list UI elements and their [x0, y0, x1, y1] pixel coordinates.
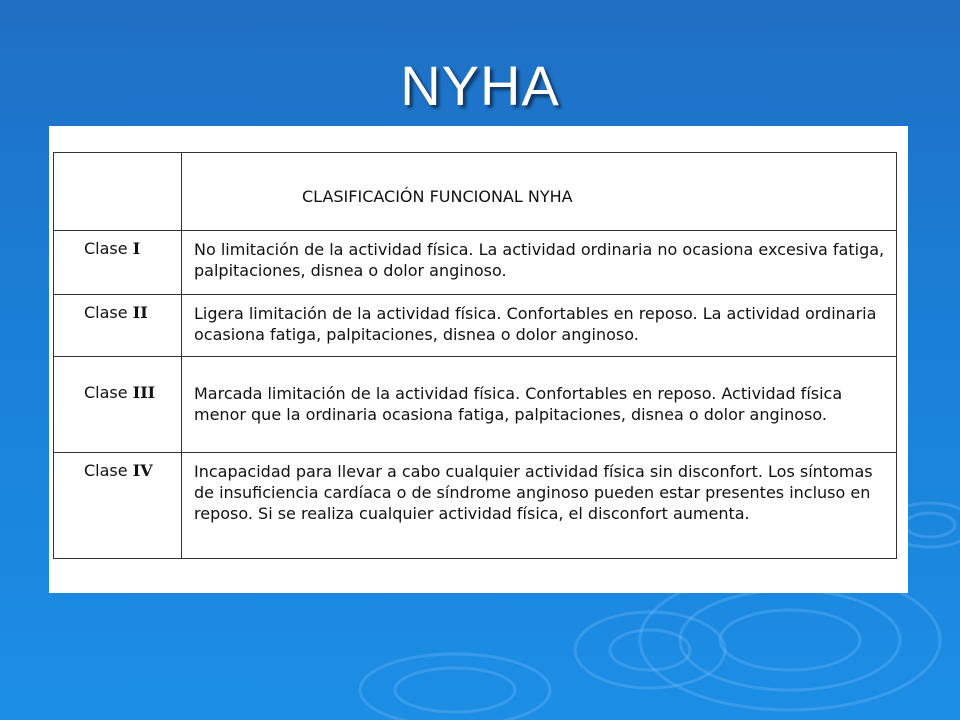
class-label: Clase	[84, 239, 128, 259]
table-row	[54, 231, 897, 295]
nyha-classification-table	[53, 152, 897, 559]
table-header-title: CLASIFICACIÓN FUNCIONAL NYHA	[182, 153, 897, 231]
class-description: Incapacidad para llevar a cabo cualquier actividad física sin disconfort. Los síntomas de insuficiencia cardíaca o de síndrome anginoso pueden estar presentes incluso en reposo. Si se realiza cualquier actividad física, el disconfort aumenta.	[182, 452, 897, 558]
class-cell	[54, 295, 182, 357]
class-roman: IV	[132, 460, 153, 480]
class-description: No limitación de la actividad física. La actividad ordinaria no ocasiona excesiva fatiga, palpitaciones, disnea o dolor anginoso.	[182, 231, 897, 295]
class-cell	[54, 231, 182, 295]
header-empty-cell	[54, 153, 182, 231]
classification-panel	[49, 126, 908, 593]
class-cell	[54, 357, 182, 452]
class-label: Clase	[84, 383, 128, 403]
table-row	[54, 357, 897, 452]
class-label: Clase	[84, 460, 128, 480]
class-label: Clase	[84, 303, 128, 323]
class-roman: III	[132, 383, 156, 403]
class-cell	[54, 452, 182, 558]
class-description: Ligera limitación de la actividad física. Confortables en reposo. La actividad ordinaria ocasiona fatiga, palpitaciones, disnea o dolor anginoso.	[182, 295, 897, 357]
table-row	[54, 295, 897, 357]
table-header-row	[54, 153, 897, 231]
slide-title: NYHA	[400, 54, 560, 117]
class-description: Marcada limitación de la actividad física. Confortables en reposo. Actividad física menor que la ordinaria ocasiona fatiga, palpitaciones, disnea o dolor anginoso.	[182, 357, 897, 452]
class-roman: II	[132, 303, 148, 323]
table-row	[54, 452, 897, 558]
class-roman: I	[132, 239, 141, 259]
